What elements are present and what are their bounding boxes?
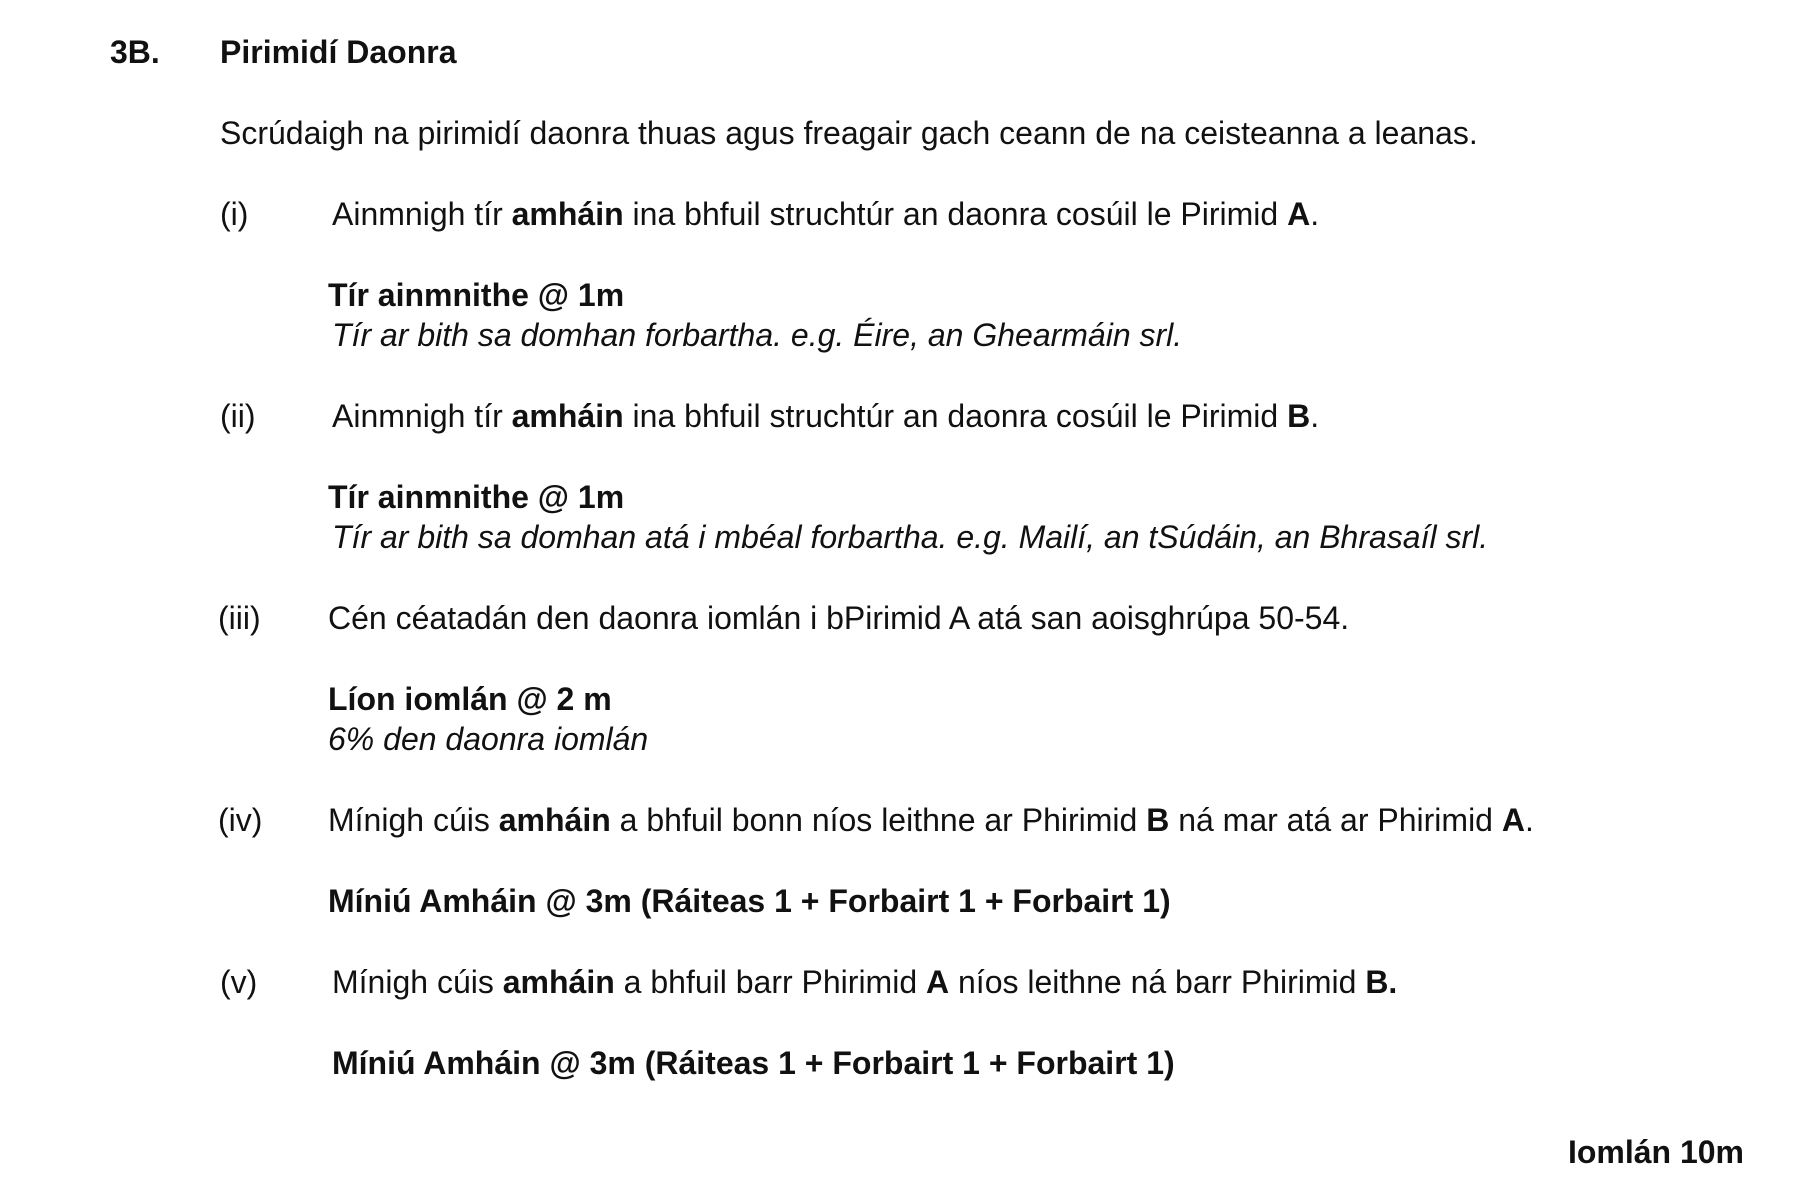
- question-label-iii: (iii): [218, 600, 261, 636]
- question-label-i: (i): [220, 196, 249, 232]
- section-number: 3B.: [110, 34, 160, 70]
- section-intro: Scrúdaigh na pirimidí daonra thuas agus freagair gach ceann de na ceisteanna a leanas.: [220, 115, 1478, 151]
- question-label-v: (v): [220, 964, 258, 1000]
- question-label-iv: (iv): [218, 802, 263, 838]
- marking-note-ii: Tír ainmnithe @ 1m: [328, 479, 625, 515]
- question-label-ii: (ii): [220, 398, 256, 434]
- section-title: Pirimidí Daonra: [220, 34, 457, 70]
- answer-ii: Tír ar bith sa domhan atá i mbéal forbartha. e.g. Mailí, an tSúdáin, an Bhrasaíl srl.: [332, 519, 1489, 555]
- marking-note-i: Tír ainmnithe @ 1m: [328, 277, 625, 313]
- question-text-iii: Cén céatadán den daonra iomlán i bPirimid A atá san aoisghrúpa 50-54.: [328, 600, 1350, 636]
- total-marks: Iomlán 10m: [1567, 1134, 1744, 1170]
- marking-note-iv: Míniú Amháin @ 3m (Ráiteas 1 + Forbairt 1 + Forbairt 1): [328, 883, 1171, 919]
- question-text-v: Mínigh cúis amháin a bhfuil barr Phirimid A níos leithne ná barr Phirimid B.: [332, 964, 1398, 1000]
- answer-iii: 6% den daonra iomlán: [328, 721, 649, 757]
- answer-i: Tír ar bith sa domhan forbartha. e.g. Éire, an Ghearmáin srl.: [332, 317, 1183, 353]
- question-text-i: Ainmnigh tír amháin ina bhfuil struchtúr an daonra cosúil le Pirimid A.: [332, 196, 1320, 232]
- question-text-ii: Ainmnigh tír amháin ina bhfuil struchtúr an daonra cosúil le Pirimid B.: [332, 398, 1320, 434]
- question-text-iv: Mínigh cúis amháin a bhfuil bonn níos leithne ar Phirimid B ná mar atá ar Phirimid A.: [328, 802, 1534, 838]
- marking-note-iii: Líon iomlán @ 2 m: [328, 681, 612, 717]
- marking-note-v: Míniú Amháin @ 3m (Ráiteas 1 + Forbairt 1 + Forbairt 1): [332, 1045, 1175, 1081]
